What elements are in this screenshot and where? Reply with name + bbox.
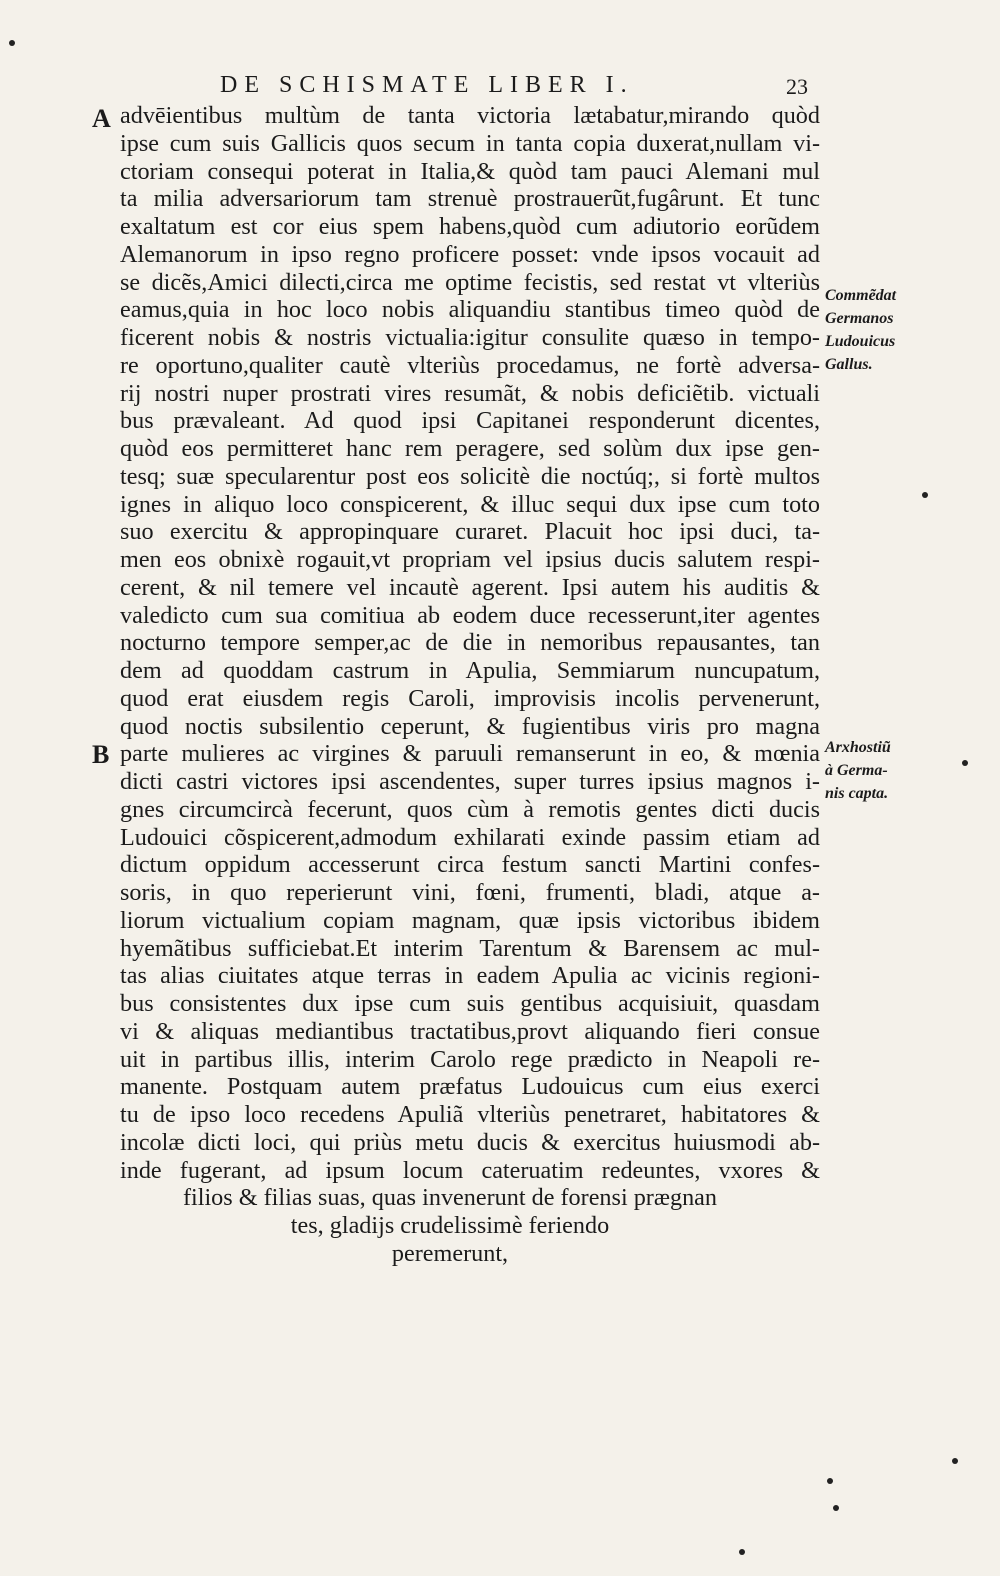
text-line: quòd eos permitteret hanc rem peragere, sed solùm dux ipse gen- [120, 435, 820, 462]
closing-line: filios & filias suas, quas invenerunt de forensi prægnan [182, 1184, 718, 1212]
margin-note-line: Ludouicus [825, 333, 896, 350]
margin-note-line: nis capta. [825, 785, 889, 802]
text-line: se dicẽs,Amici dilecti,circa me optime fecistis, sed restat vt vlteriùs [120, 268, 820, 296]
text-line: bus consistentes dux ipse cum suis gentibus acquisiuit, quasdam [120, 990, 820, 1017]
ink-speck [9, 40, 15, 46]
text-line: ignes in aliquo loco conspicerent, & illuc sequi dux ipse cum toto [120, 490, 820, 518]
ink-speck [962, 760, 968, 766]
text-line: advēientibus multùm de tanta victoria lætabatur,mirando quòd [120, 102, 820, 129]
closing-line: peremerunt, [391, 1239, 509, 1267]
text-line: nocturno tempore semper,ac de die in nemoribus repausantes, tan [120, 629, 820, 657]
text-line: inde fugerant, ad ipsum locum cateruatim redeuntes, vxores & [120, 1156, 820, 1184]
text-line: incolæ dicti loci, qui priùs metu ducis & exercitus huiusmodi ab- [120, 1128, 820, 1156]
text-line: dictum oppidum accesserunt circa festum sancti Martini confes- [120, 851, 820, 879]
section-letter-b: B [92, 740, 110, 769]
ink-speck [827, 1478, 833, 1484]
margin-note-line: Germanos [825, 310, 894, 327]
text-line: eamus,quia in hoc loco nobis aliquandiu stantibus timeo quòd de [120, 296, 820, 324]
ink-speck [833, 1505, 839, 1511]
main-text-block [120, 102, 820, 1268]
ink-speck [922, 492, 928, 498]
text-line: exaltatum est cor eius spem habens,quòd cum adiutorio eorũdem [120, 213, 820, 240]
text-line: ctoriam consequi poterat in Italia,& quòd tam pauci Alemani mul [120, 157, 820, 185]
text-line: re oportuno,qualiter cautè vlteriùs procedamus, ne fortè adversa- [120, 351, 820, 379]
text-line: quod noctis subsilentio ceperunt, & fugientibus viris pro magna [120, 712, 820, 740]
text-line: rij nostri nuper prostrati vires resumãt, & nobis deficiẽtib. victuali [120, 379, 820, 407]
text-line: tesq; suæ specularentur post eos solicitè die noctúq;, si fortè multos [120, 462, 820, 490]
text-line: Ludouici cõspicerent,admodum exhilarati exinde passim etiam ad [120, 823, 820, 851]
text-line: dicti castri victores ipsi ascendentes, super turres ipsius magnos i- [120, 768, 820, 795]
text-line: vi & aliquas mediantibus tractatibus,provt aliquando fieri consue [120, 1017, 820, 1045]
text-line: tas alias ciuitates atque terras in eadem Apulia ac vicinis regioni- [120, 962, 820, 990]
text-line: ta milia adversariorum tam strenuè prostrauerũt,fugârunt. Et tunc [120, 185, 820, 213]
text-line: suo exercitu & appropinquare curaret. Placuit hoc ipsi duci, ta- [120, 518, 820, 546]
running-title: DE SCHISMATE LIBER I. [220, 72, 634, 98]
text-line: hyemãtibus sufficiebat.Et interim Tarentum & Barensem ac mul- [120, 934, 820, 962]
text-line: liorum victualium copiam magnam, quæ ipsis victoribus ibidem [120, 906, 820, 934]
text-line: tu de ipso loco recedens Apuliã vlteriùs penetraret, habitatores & [120, 1101, 820, 1128]
text-line: soris, in quo reperierunt vini, fœni, frumenti, bladi, atque a- [120, 879, 820, 906]
margin-note-arx [825, 736, 945, 805]
text-line: parte mulieres ac virgines & paruuli remanserunt in eo, & mœnia [120, 740, 820, 768]
text-line: cerent, & nil temere vel incautè agerent. Ipsi autem his auditis & [120, 573, 820, 601]
text-line: dem ad quoddam castrum in Apulia, Semmiarum nuncupatum, [120, 657, 820, 684]
text-line: Alemanorum in ipso regno proficere posset: vnde ipsos vocauit ad [120, 240, 820, 268]
page-number: 23 [786, 74, 808, 99]
text-line: gnes circumcircà fecerunt, quos cùm à remotis gentes dicti ducis [120, 795, 820, 823]
margin-note-line: Commẽdat [825, 287, 897, 304]
text-line: ipse cum suis Gallicis quos secum in tanta copia duxerat,nullam vi- [120, 129, 820, 157]
text-line: valedicto cum sua comitiua ab eodem duce recesserunt,iter agentes [120, 601, 820, 629]
margin-note-commendat [825, 284, 945, 376]
margin-note-line: à Germa- [825, 762, 888, 779]
margin-note-line: Gallus. [825, 356, 873, 373]
text-line: uit in partibus illis, interim Carolo rege prædicto in Neapoli re- [120, 1045, 820, 1073]
ink-speck [952, 1458, 958, 1464]
section-letter-a: A [92, 104, 111, 133]
text-line: men eos obnixè rogauit,vt propriam vel ipsius ducis salutem respi- [120, 546, 820, 573]
margin-note-line: Arxhostiũ [825, 739, 891, 756]
closing-line: tes, gladijs crudelissimè feriendo [290, 1212, 610, 1239]
text-line: ficerent nobis & nostris victualia:igitur consulite quæso in tempo- [120, 324, 820, 351]
text-line: bus prævaleant. Ad quod ipsi Capitanei responderunt dicentes, [120, 407, 820, 435]
text-line: manente. Postquam autem præfatus Ludouicus cum eius exerci [120, 1073, 820, 1101]
ink-speck [739, 1549, 745, 1555]
text-line: quod erat eiusdem regis Caroli, improvisis incolis pervenerunt, [120, 684, 820, 712]
